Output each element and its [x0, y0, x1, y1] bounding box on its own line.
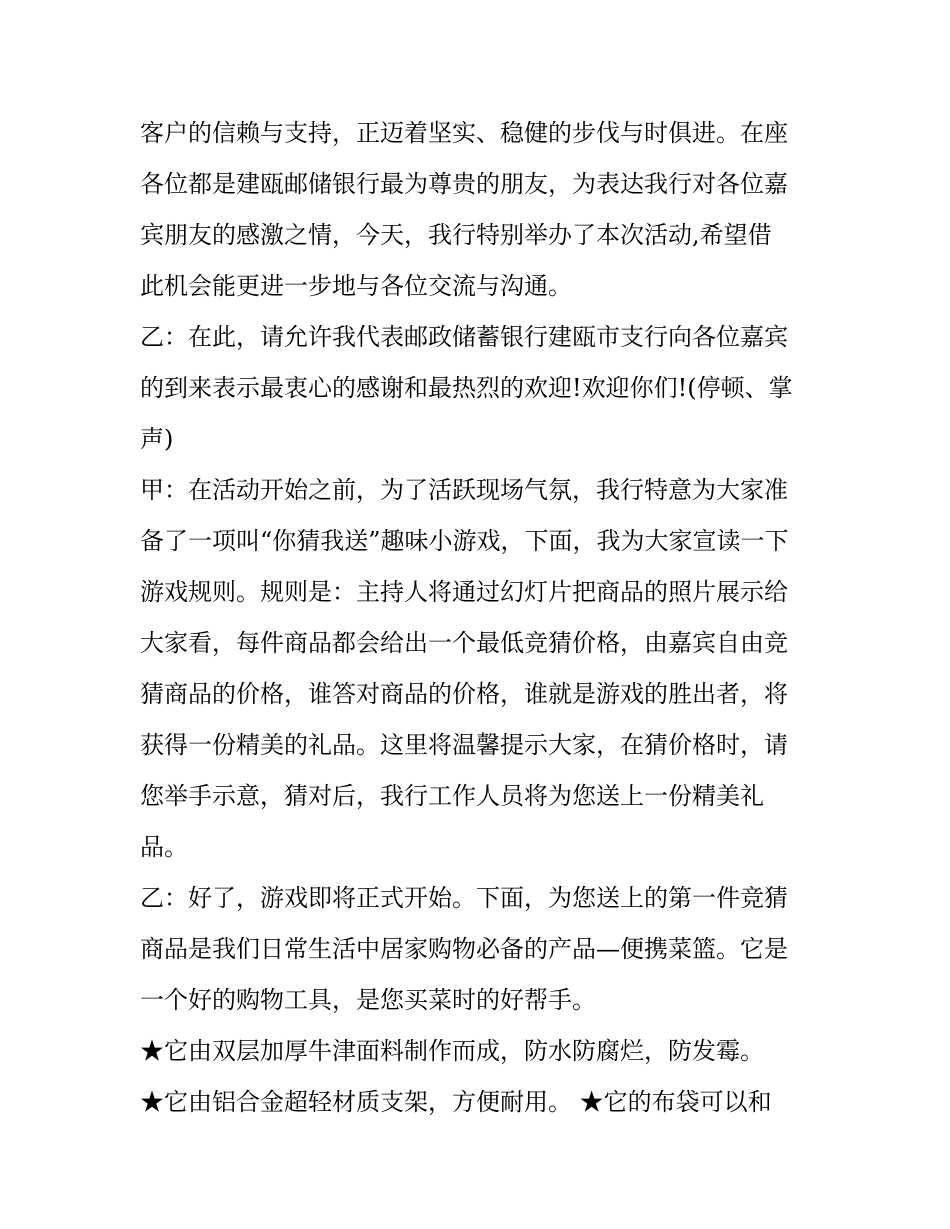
- text-line: 备了一项叫“你猜我送”趣味小游戏，下面，我为大家宣读一下: [140, 527, 789, 555]
- text-line: 获得一份精美的礼品。这里将温馨提示大家，在猜价格时，请: [140, 731, 788, 759]
- text-line: 您举手示意，猜对后，我行工作人员将为您送上一份精美礼: [140, 782, 764, 810]
- text-line: 各位都是建瓯邮储银行最为尊贵的朋友，为表达我行对各位嘉: [140, 170, 788, 198]
- text-line: 乙：好了，游戏即将正式开始。下面，为您送上的第一件竞猜: [140, 884, 788, 912]
- text-line: 游戏规则。规则是：主持人将通过幻灯片把商品的照片展示给: [140, 578, 788, 606]
- text-line: 宾朋友的感激之情，今天，我行特别举办了本次活动,希望借: [140, 221, 772, 249]
- text-line: 商品是我们日常生活中居家购物必备的产品—便携菜篮。它是: [140, 935, 788, 963]
- text-line: 甲：在活动开始之前，为了活跃现场气氛，我行特意为大家准: [140, 476, 788, 504]
- text-line: 品。: [140, 833, 188, 861]
- text-line: 客户的信赖与支持，正迈着坚实、稳健的步伐与时俱进。在座: [140, 119, 788, 147]
- text-line: ★它由双层加厚牛津面料制作而成，防水防腐烂，防发霉。: [140, 1037, 764, 1065]
- text-line: 大家看，每件商品都会给出一个最低竞猜价格，由嘉宾自由竞: [140, 629, 788, 657]
- text-line: 声): [140, 425, 174, 453]
- text-line: 的到来表示最衷心的感谢和最热烈的欢迎!欢迎你们!(停顿、掌: [140, 374, 793, 402]
- text-line: 猜商品的价格，谁答对商品的价格，谁就是游戏的胜出者，将: [140, 680, 788, 708]
- text-line: 乙：在此，请允许我代表邮政储蓄银行建瓯市支行向各位嘉宾: [140, 323, 788, 351]
- text-line: 一个好的购物工具，是您买菜时的好帮手。: [140, 986, 596, 1014]
- text-line: ★它由铝合金超轻材质支架，方便耐用。 ★它的布袋可以和: [140, 1088, 772, 1116]
- text-line: 此机会能更进一步地与各位交流与沟通。: [140, 272, 572, 300]
- body-text: [140, 108, 820, 1128]
